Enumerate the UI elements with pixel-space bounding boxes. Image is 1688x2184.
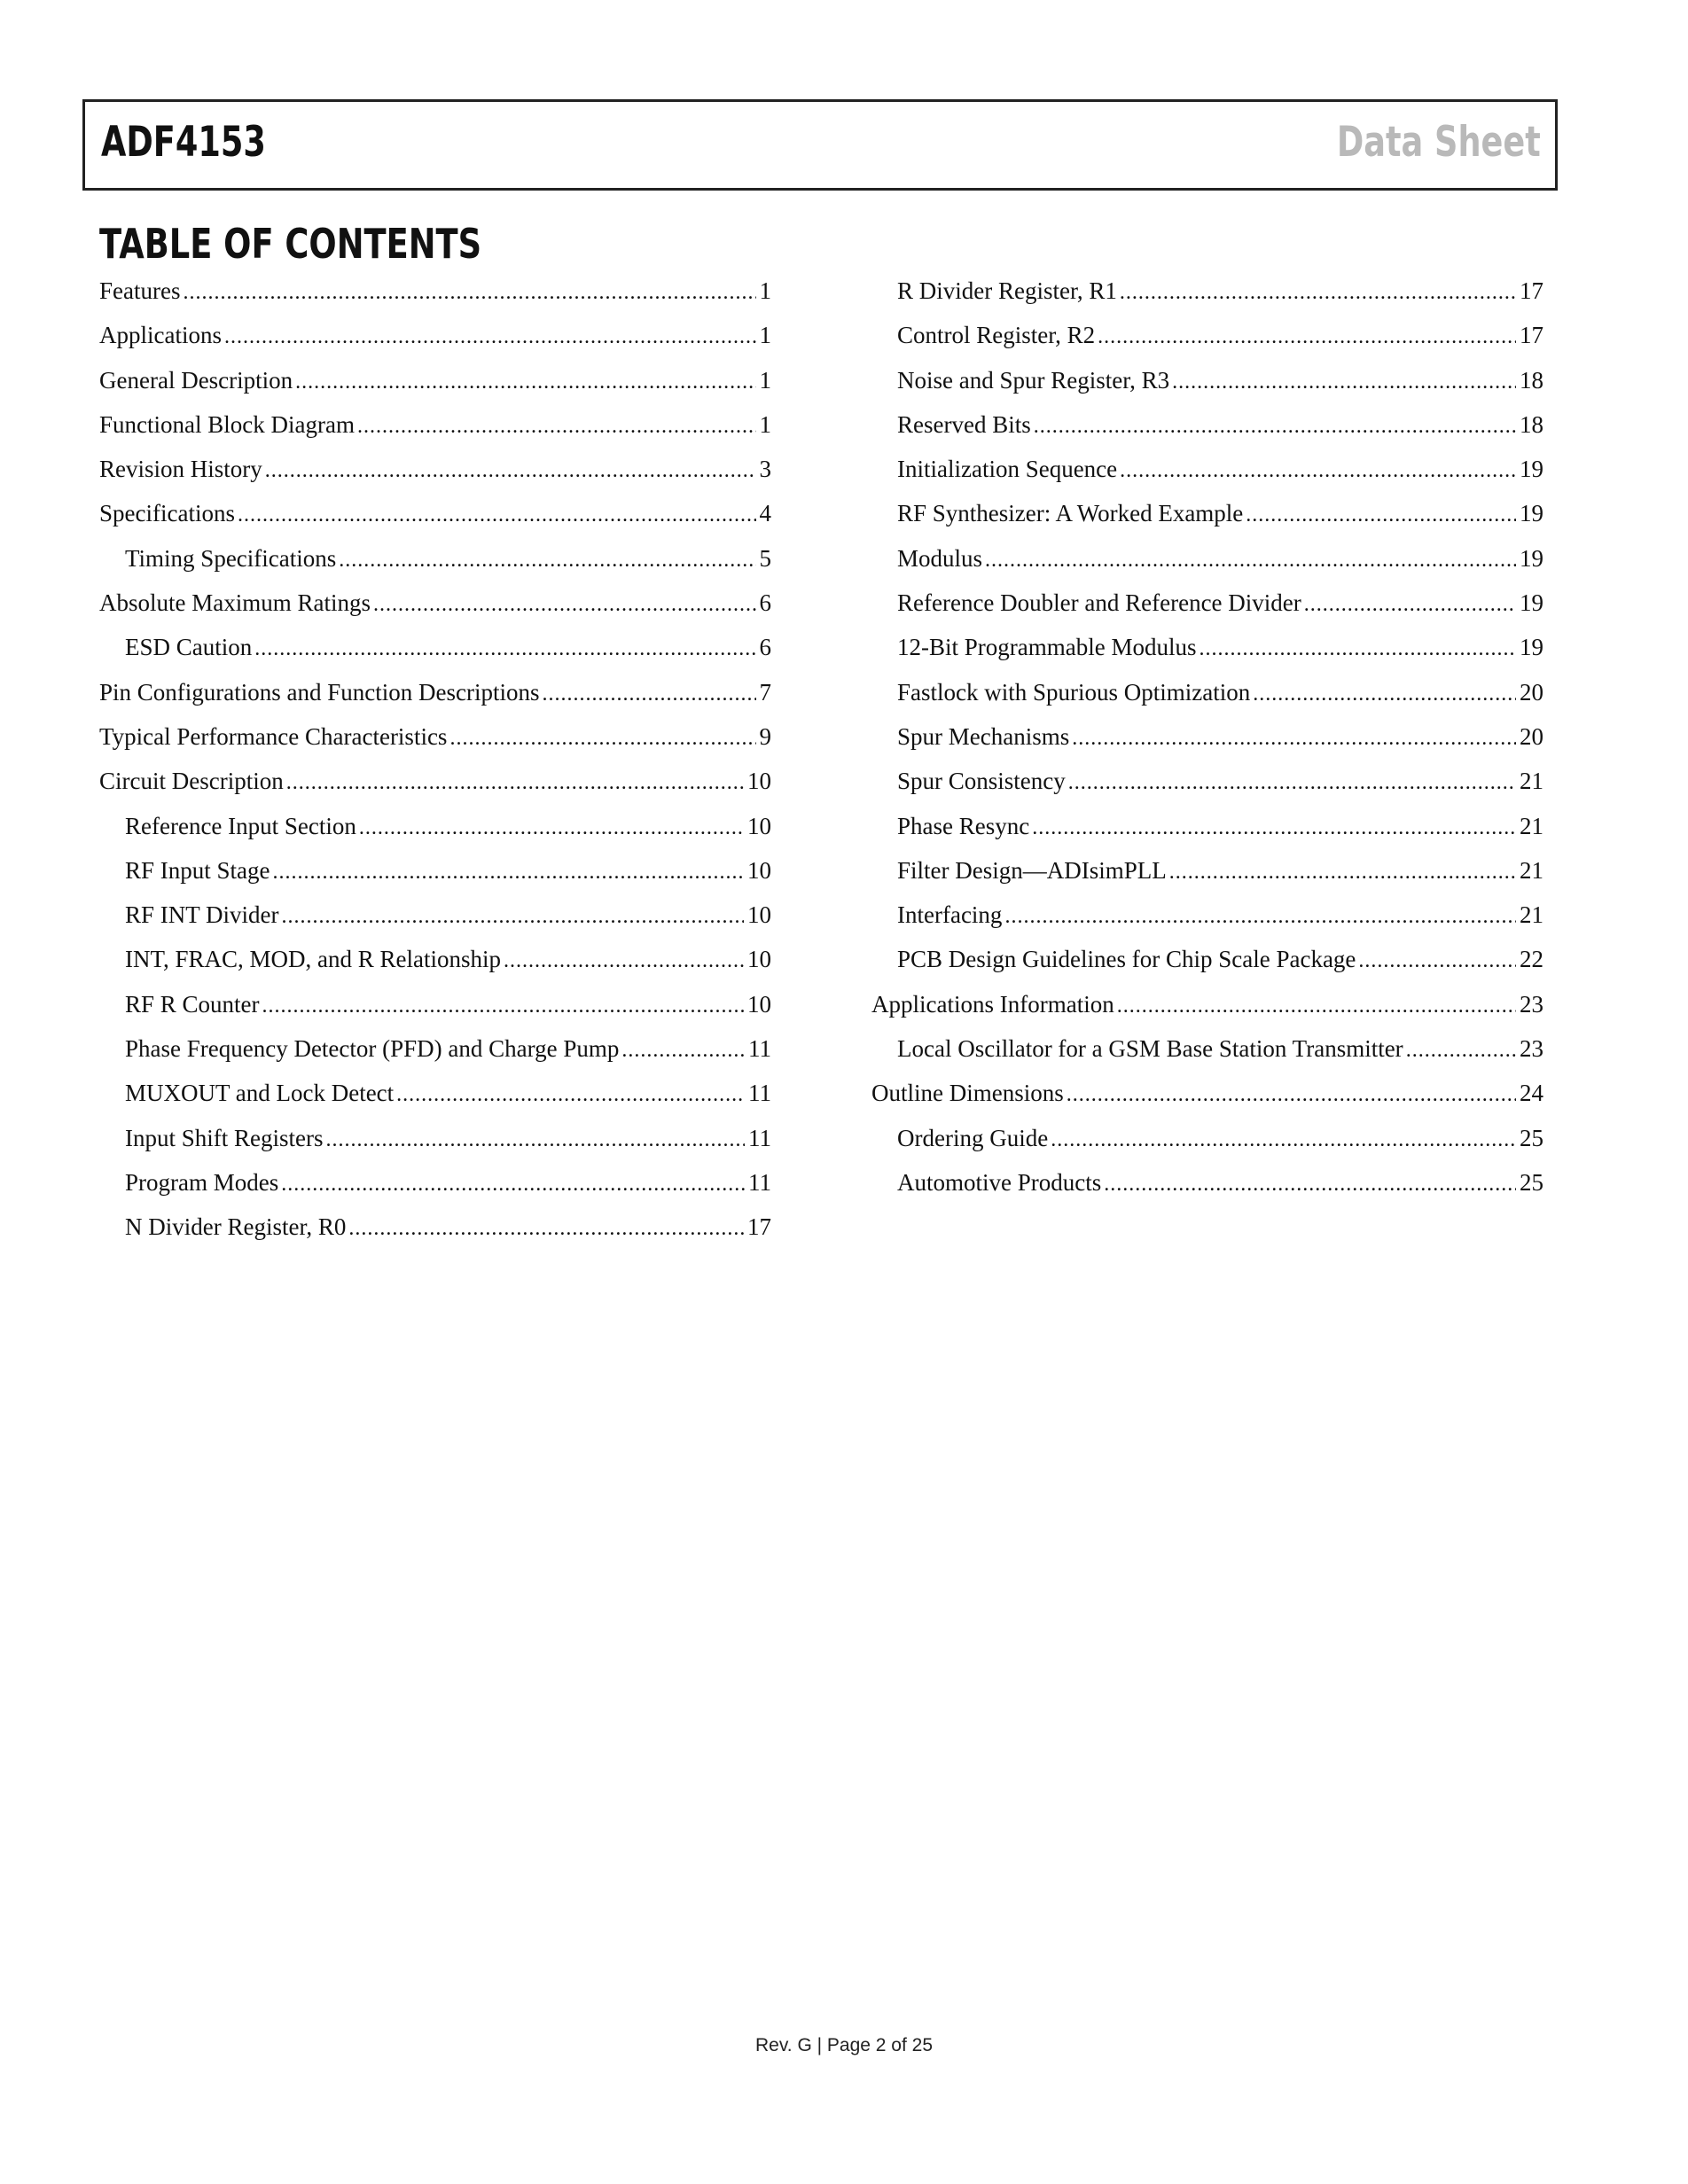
toc-dot-leader (1004, 894, 1516, 939)
toc-entry-page[interactable]: 11 (748, 1035, 771, 1063)
toc-entry-page[interactable]: 21 (1520, 856, 1543, 884)
toc-dot-leader (1120, 270, 1516, 315)
toc-entry-label[interactable]: Features (99, 277, 181, 304)
toc-entry-label[interactable]: RF INT Divider (125, 901, 279, 929)
toc-dot-leader (1169, 850, 1516, 894)
toc-dot-leader (1253, 672, 1516, 716)
toc-dot-leader (1304, 582, 1516, 627)
toc-entry-page[interactable]: 18 (1520, 410, 1543, 438)
toc-entry-label[interactable]: 12-Bit Programmable Modulus (897, 634, 1197, 661)
toc-dot-leader (1067, 1072, 1516, 1117)
toc-dot-leader (357, 404, 756, 448)
toc-dot-leader (1051, 1118, 1516, 1162)
toc-entry[interactable] (99, 447, 771, 491)
page-footer: Rev. G | Page 2 of 25 (754, 2035, 933, 2055)
toc-entry-label[interactable]: Control Register, R2 (897, 322, 1096, 349)
toc-dot-leader (449, 716, 755, 760)
toc-entry[interactable] (871, 937, 1543, 981)
toc-entry[interactable] (99, 1071, 771, 1115)
toc-entry-label[interactable]: Modulus (897, 544, 983, 572)
toc-entry-page[interactable]: 17 (747, 1213, 771, 1241)
toc-entry-label[interactable]: N Divider Register, R0 (125, 1213, 347, 1241)
toc-entry[interactable] (99, 1116, 771, 1160)
toc-title: TABLE OF CONTENTS (99, 220, 482, 268)
toc-entry-label[interactable]: Ordering Guide (897, 1124, 1049, 1151)
toc-entry-label[interactable]: Specifications (99, 500, 235, 527)
document-type: Data Sheet (1337, 118, 1541, 167)
part-number: ADF4153 (101, 118, 266, 167)
toc-entry[interactable] (99, 982, 771, 1026)
toc-entry[interactable] (99, 937, 771, 981)
toc-entry-page[interactable]: 10 (747, 990, 771, 1018)
toc-entry-label[interactable]: INT, FRAC, MOD, and R Relationship (125, 946, 501, 973)
toc-entry-page[interactable]: 25 (1520, 1168, 1543, 1196)
toc-entry-label[interactable]: Reference Doubler and Reference Divider (897, 589, 1301, 617)
toc-dot-leader (224, 315, 756, 359)
toc-entry-label[interactable]: Applications Information (871, 990, 1114, 1018)
toc-entry-label[interactable]: Circuit Description (99, 768, 284, 795)
toc-entry-label[interactable]: Typical Performance Characteristics (99, 722, 448, 750)
toc-entry-page[interactable]: 20 (1520, 678, 1543, 706)
toc-entry[interactable] (99, 536, 771, 581)
toc-entry-page[interactable]: 11 (748, 1080, 771, 1107)
toc-entry-page[interactable]: 24 (1520, 1080, 1543, 1107)
toc-dot-leader (1032, 806, 1516, 850)
toc-entry[interactable] (871, 581, 1543, 625)
toc-entry-label[interactable]: RF R Counter (125, 990, 260, 1018)
toc-entry-page[interactable]: 9 (759, 722, 771, 750)
toc-entry-label[interactable]: R Divider Register, R1 (897, 277, 1117, 304)
toc-entry-label[interactable]: Automotive Products (897, 1168, 1102, 1196)
toc-dot-leader (1120, 448, 1516, 493)
toc-entry-page[interactable]: 19 (1520, 544, 1543, 572)
toc-entry-label[interactable]: Timing Specifications (125, 544, 337, 572)
toc-entry-label[interactable]: PCB Design Guidelines for Chip Scale Package (897, 946, 1356, 973)
toc-entry[interactable] (871, 893, 1543, 937)
toc-entry-page[interactable]: 21 (1520, 812, 1543, 839)
toc-entry-page[interactable]: 17 (1520, 277, 1543, 304)
toc-entry-page[interactable]: 25 (1520, 1124, 1543, 1151)
toc-entry-page[interactable]: 23 (1520, 990, 1543, 1018)
toc-entry-label[interactable]: Program Modes (125, 1168, 279, 1196)
toc-entry[interactable] (99, 848, 771, 893)
toc-dot-leader (254, 627, 755, 671)
toc-dot-leader (282, 894, 745, 939)
toc-entry-page[interactable]: 10 (747, 946, 771, 973)
toc-entry-label[interactable]: RF Synthesizer: A Worked Example (897, 500, 1244, 527)
toc-dot-leader (348, 1206, 744, 1251)
toc-entry-label[interactable]: Functional Block Diagram (99, 410, 355, 438)
toc-entry[interactable] (99, 670, 771, 714)
toc-entry-label[interactable]: Phase Resync (897, 812, 1030, 839)
toc-entry[interactable] (99, 358, 771, 402)
toc-dot-leader (339, 538, 755, 582)
toc-entry-page[interactable]: 1 (759, 366, 771, 394)
toc-dot-leader (1246, 493, 1516, 537)
toc-entry[interactable] (99, 491, 771, 535)
toc-entry-page[interactable]: 10 (747, 856, 771, 884)
toc-entry[interactable] (99, 269, 771, 313)
toc-entry-page[interactable]: 1 (759, 410, 771, 438)
toc-dot-leader (1358, 939, 1516, 983)
toc-dot-leader (1098, 315, 1516, 359)
toc-dot-leader (1172, 360, 1516, 404)
toc-dot-leader (359, 806, 744, 850)
toc-dot-leader (1034, 404, 1516, 448)
toc-entry-page[interactable]: 19 (1520, 589, 1543, 617)
toc-entry[interactable] (871, 848, 1543, 893)
toc-entry-page[interactable]: 10 (747, 901, 771, 929)
toc-entry-page[interactable]: 19 (1520, 456, 1543, 483)
toc-entry-label[interactable]: Spur Consistency (897, 768, 1066, 795)
toc-dot-leader (295, 360, 755, 404)
toc-dot-leader (373, 582, 756, 627)
toc-dot-leader (542, 672, 755, 716)
toc-entry[interactable] (99, 759, 771, 803)
toc-entry[interactable] (871, 269, 1543, 313)
toc-entry-label[interactable]: Absolute Maximum Ratings (99, 589, 371, 617)
toc-entry-page[interactable]: 11 (748, 1124, 771, 1151)
toc-dot-leader (265, 448, 756, 493)
toc-entry-page[interactable]: 20 (1520, 722, 1543, 750)
toc-entry[interactable] (871, 1026, 1543, 1071)
toc-entry-page[interactable]: 22 (1520, 946, 1543, 973)
toc-entry-page[interactable]: 21 (1520, 768, 1543, 795)
toc-entry[interactable] (871, 1160, 1543, 1205)
toc-entry-page[interactable]: 18 (1520, 366, 1543, 394)
toc-entry[interactable] (99, 402, 771, 447)
toc-entry-page[interactable]: 7 (759, 678, 771, 706)
toc-entry-label[interactable]: Noise and Spur Register, R3 (897, 366, 1170, 394)
toc-entry[interactable] (99, 1160, 771, 1205)
toc-entry-page[interactable]: 10 (747, 768, 771, 795)
toc-entry[interactable] (99, 625, 771, 669)
toc-entry-page[interactable]: 19 (1520, 500, 1543, 527)
toc-entry-label[interactable]: Fastlock with Spurious Optimization (897, 678, 1251, 706)
toc-entry[interactable] (99, 581, 771, 625)
toc-entry-label[interactable]: Phase Frequency Detector (PFD) and Charge Pump (125, 1035, 620, 1063)
toc-entry[interactable] (871, 1116, 1543, 1160)
toc-entry-page[interactable]: 17 (1520, 322, 1543, 349)
toc-entry-label[interactable]: Reserved Bits (897, 410, 1031, 438)
toc-dot-leader (504, 939, 744, 983)
toc-dot-leader (621, 1028, 745, 1072)
toc-entry[interactable] (99, 714, 771, 759)
toc-dot-leader (396, 1072, 745, 1117)
toc-dot-leader (326, 1118, 746, 1162)
toc-entry-label[interactable]: Initialization Sequence (897, 456, 1118, 483)
toc-entry-label[interactable]: Input Shift Registers (125, 1124, 324, 1151)
toc-entry[interactable] (871, 447, 1543, 491)
toc-entry[interactable] (871, 536, 1543, 581)
toc-entry-label[interactable]: MUXOUT and Lock Detect (125, 1080, 395, 1107)
toc-dot-leader (1104, 1162, 1516, 1206)
toc-entry[interactable] (871, 804, 1543, 848)
toc-entry[interactable] (99, 1205, 771, 1249)
toc-left-column (99, 269, 771, 1250)
toc-entry-page[interactable]: 6 (759, 589, 771, 617)
toc-entry-page[interactable]: 11 (748, 1168, 771, 1196)
toc-entry-label[interactable]: Outline Dimensions (871, 1080, 1064, 1107)
toc-entry-label[interactable]: Local Oscillator for a GSM Base Station Transmitter (897, 1035, 1403, 1063)
toc-entry[interactable] (871, 1071, 1543, 1115)
toc-entry[interactable] (871, 313, 1543, 357)
toc-entry[interactable] (871, 625, 1543, 669)
toc-entry-label[interactable]: General Description (99, 366, 293, 394)
toc-entry-label[interactable]: Filter Design—ADIsimPLL (897, 856, 1167, 884)
toc-dot-leader (1068, 760, 1516, 805)
toc-entry-label[interactable]: Reference Input Section (125, 812, 356, 839)
toc-entry-page[interactable]: 1 (759, 277, 771, 304)
toc-entry-label[interactable]: Applications (99, 322, 222, 349)
toc-entry[interactable] (871, 402, 1543, 447)
toc-dot-leader (286, 760, 744, 805)
toc-dot-leader (238, 493, 756, 537)
toc-dot-leader (1117, 984, 1516, 1028)
toc-entry-page[interactable]: 3 (759, 456, 771, 483)
toc-entry-page[interactable]: 5 (759, 544, 771, 572)
toc-dot-leader (262, 984, 744, 1028)
toc-dot-leader (273, 850, 744, 894)
toc-entry[interactable] (871, 714, 1543, 759)
toc-entry[interactable] (99, 1026, 771, 1071)
toc-entry[interactable] (871, 670, 1543, 714)
toc-entry[interactable] (871, 491, 1543, 535)
toc-entry[interactable] (99, 893, 771, 937)
toc-dot-leader (281, 1162, 745, 1206)
toc-entry-label[interactable]: ESD Caution (125, 634, 253, 661)
toc-entry-page[interactable]: 21 (1520, 901, 1543, 929)
toc-entry[interactable] (871, 759, 1543, 803)
toc-entry[interactable] (871, 358, 1543, 402)
toc-entry-page[interactable]: 23 (1520, 1035, 1543, 1063)
toc-entry[interactable] (99, 804, 771, 848)
toc-entry-page[interactable]: 10 (747, 812, 771, 839)
toc-dot-leader (1072, 716, 1516, 760)
toc-entry-label[interactable]: RF Input Stage (125, 856, 270, 884)
toc-entry-page[interactable]: 19 (1520, 634, 1543, 661)
toc-dot-leader (985, 538, 1516, 582)
toc-entry-label[interactable]: Interfacing (897, 901, 1003, 929)
toc-entry-page[interactable]: 6 (759, 634, 771, 661)
toc-dot-leader (1199, 627, 1516, 671)
toc-entry-page[interactable]: 1 (759, 322, 771, 349)
toc-entry[interactable] (871, 982, 1543, 1026)
toc-right-column (871, 269, 1543, 1205)
toc-dot-leader (183, 270, 755, 315)
toc-entry-label[interactable]: Revision History (99, 456, 262, 483)
toc-dot-leader (1406, 1028, 1516, 1072)
toc-entry-page[interactable]: 4 (759, 500, 771, 527)
toc-entry-label[interactable]: Pin Configurations and Function Descriptions (99, 678, 540, 706)
page-header (82, 99, 1558, 191)
toc-entry[interactable] (99, 313, 771, 357)
toc-entry-label[interactable]: Spur Mechanisms (897, 722, 1070, 750)
